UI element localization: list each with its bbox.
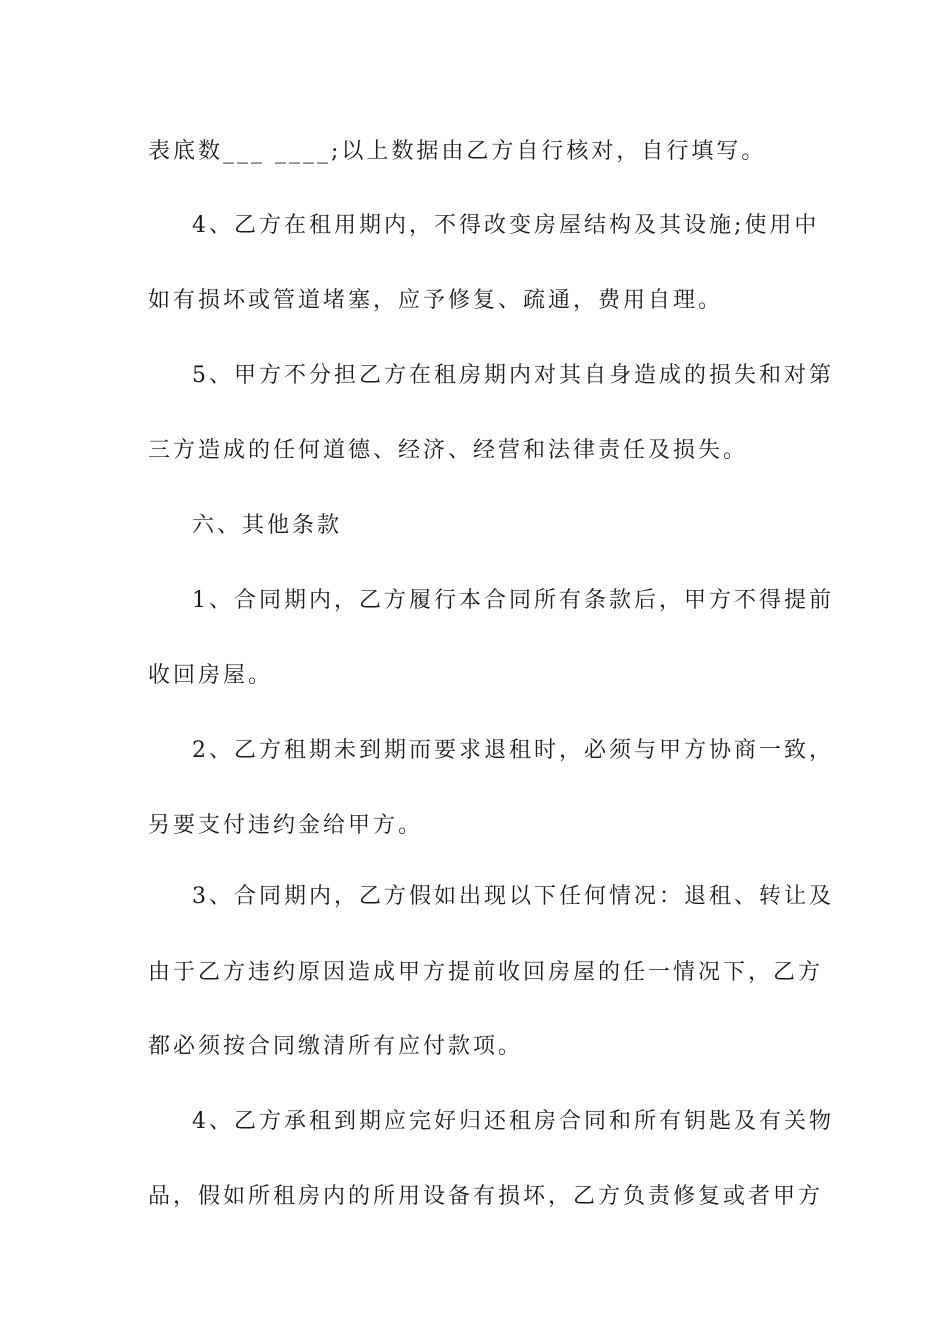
clause-4-line-2: 如有损坏或管道堵塞，应予修复、疏通，费用自理。 xyxy=(148,288,724,313)
clause-2-line-2: 另要支付违约金给甲方。 xyxy=(148,813,424,838)
clause-4b-line-1: 4、乙方承租到期应完好归还租房合同和所有钥匙及有关物 xyxy=(192,1109,834,1134)
clause-5-line-1: 5、甲方不分担乙方在租房期内对其自身造成的损失和对第 xyxy=(192,363,834,388)
clause-3-line-2: 由于乙方违约原因造成甲方提前收回房屋的任一情况下，乙方 xyxy=(148,960,824,985)
text-line-1: 表底数___ ____;以上数据由乙方自行核对，自行填写。 xyxy=(148,139,767,164)
clause-1-line-2: 收回房屋。 xyxy=(148,663,274,688)
clause-1-line-1: 1、合同期内，乙方履行本合同所有条款后，甲方不得提前 xyxy=(192,588,834,613)
clause-4b-line-2: 品，假如所租房内的所用设备有损坏，乙方负责修复或者甲方 xyxy=(148,1184,824,1209)
clause-3-line-3: 都必须按合同缴清所有应付款项。 xyxy=(148,1034,524,1059)
section-heading-other-terms: 六、其他条款 xyxy=(192,513,343,538)
clause-3-line-1: 3、合同期内，乙方假如出现以下任何情况：退租、转让及 xyxy=(192,884,834,909)
clause-5-line-2: 三方造成的任何道德、经济、经营和法律责任及损失。 xyxy=(148,438,749,463)
clause-4-line-1: 4、乙方在租用期内，不得改变房屋结构及其设施;使用中 xyxy=(192,213,820,238)
clause-2-line-1: 2、乙方租期未到期而要求退租时，必须与甲方协商一致， xyxy=(192,738,834,763)
